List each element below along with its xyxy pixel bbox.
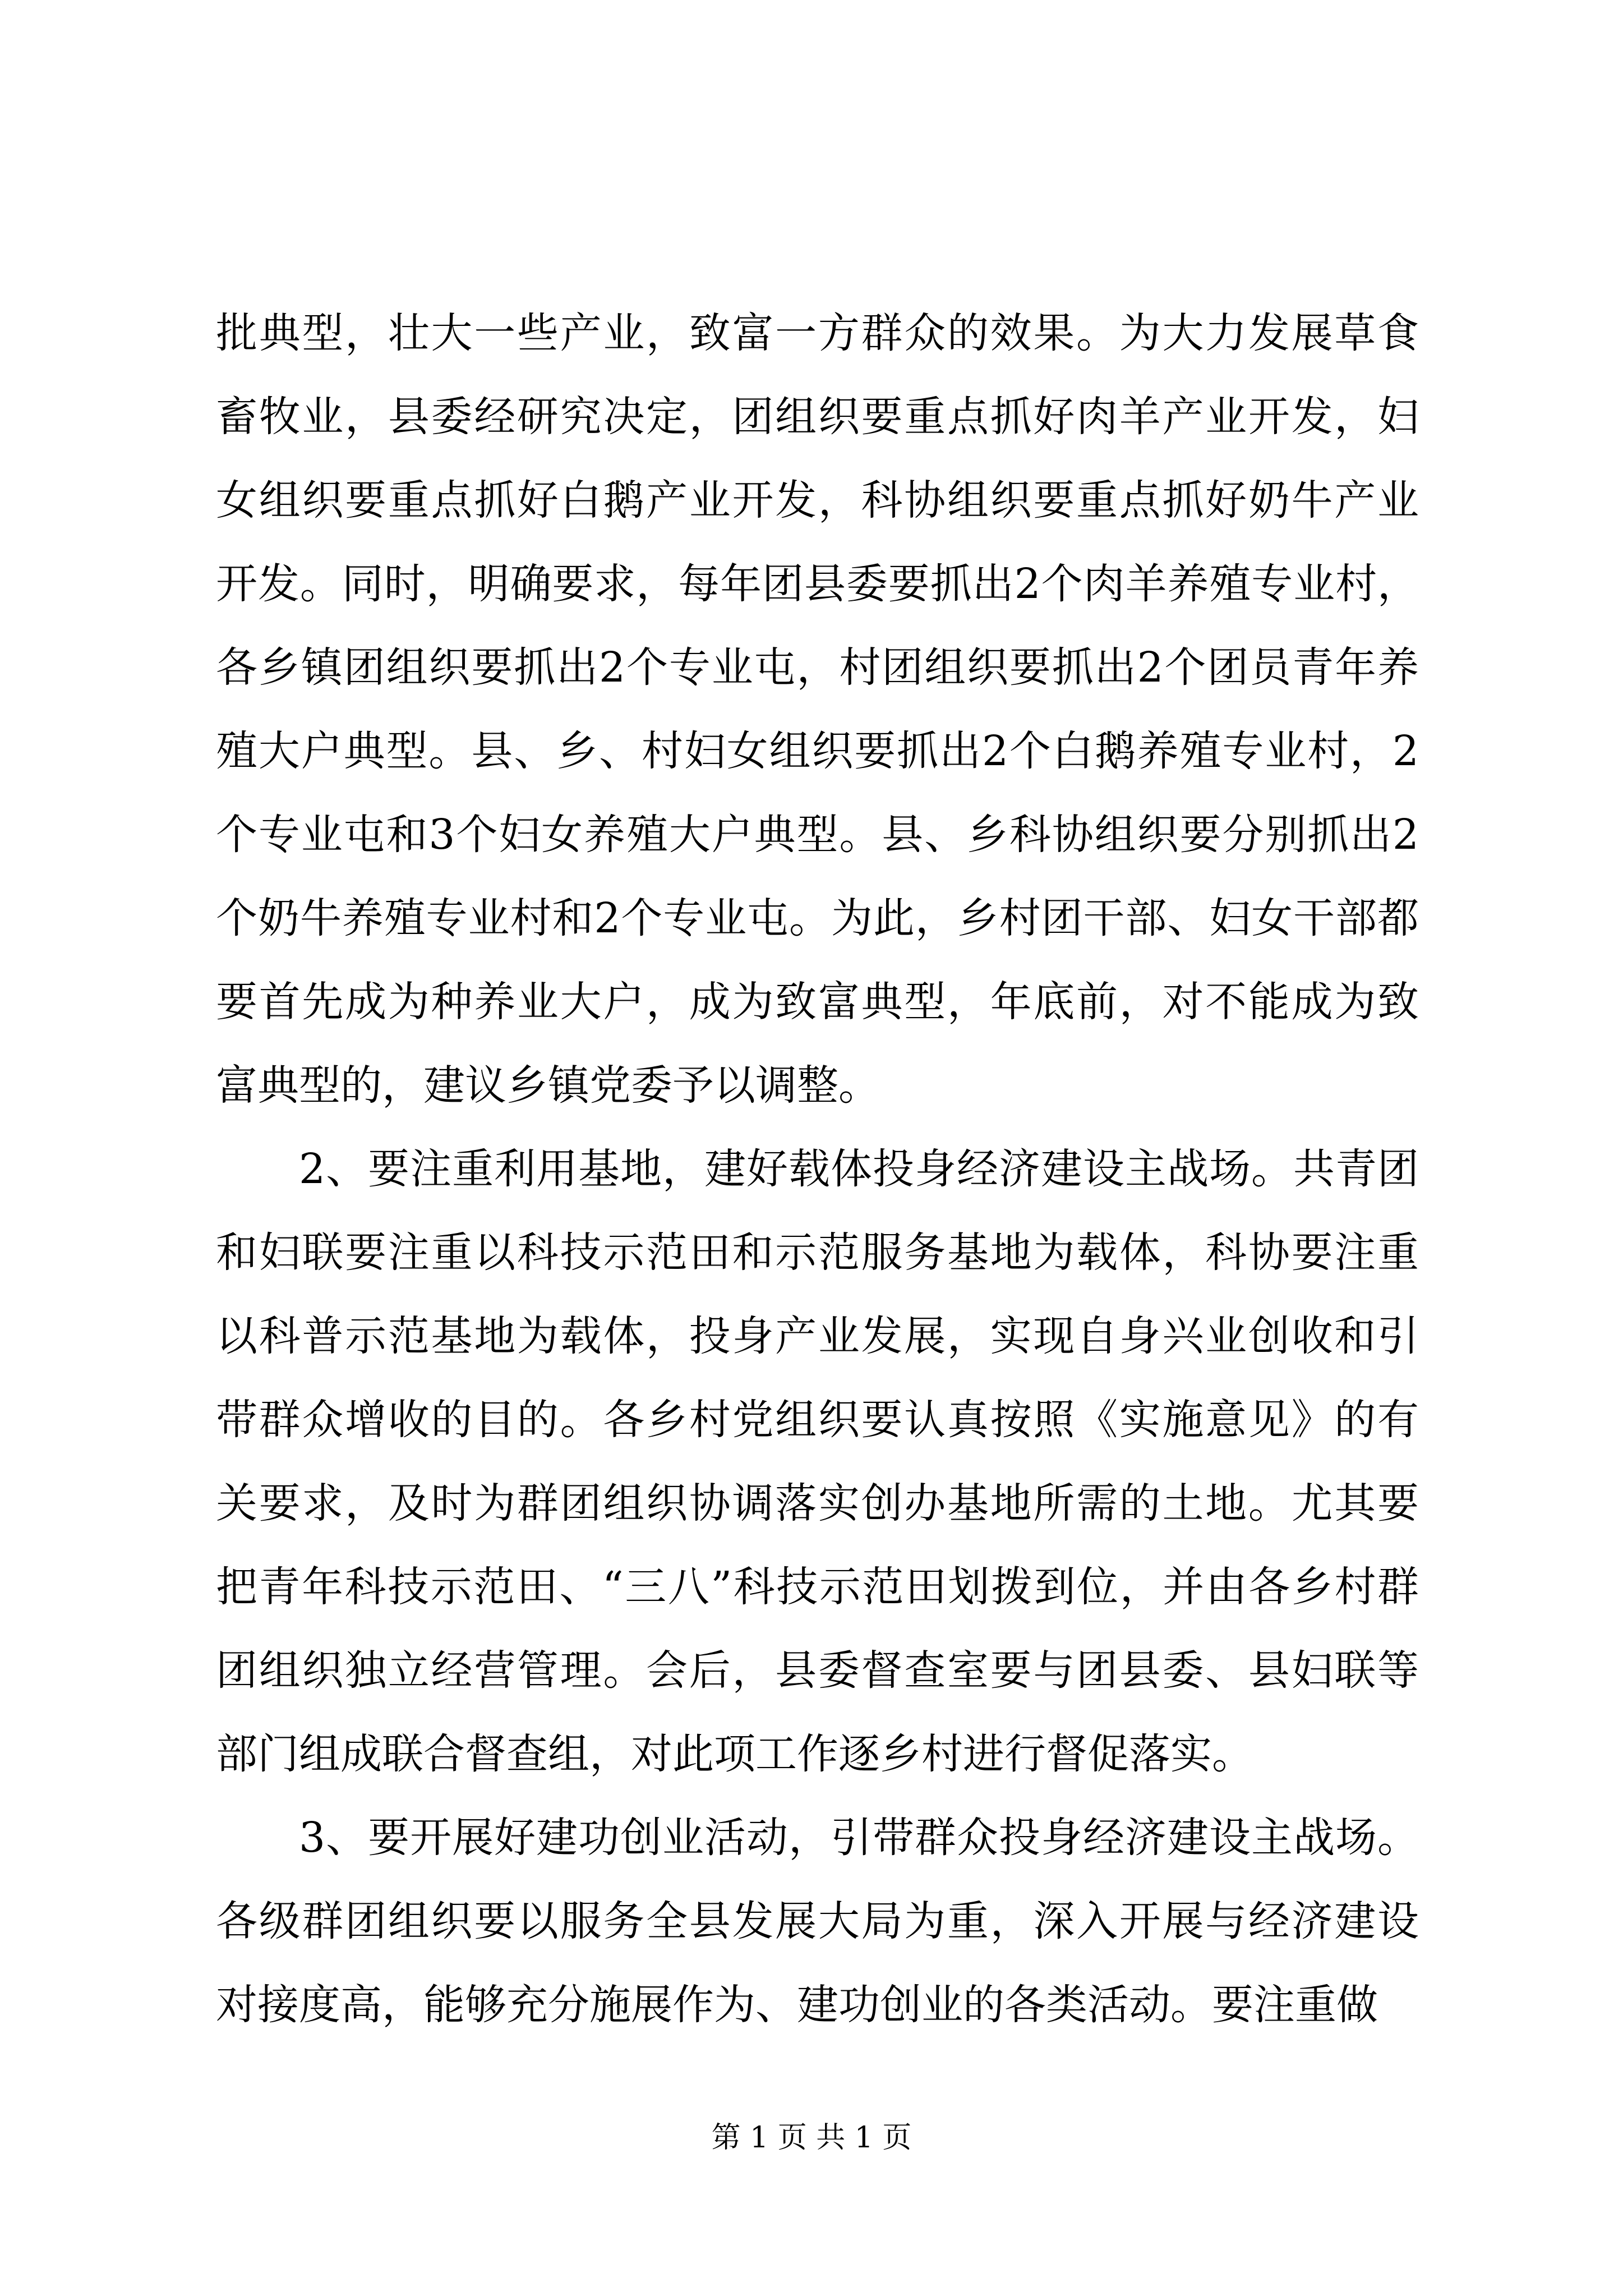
document-body [216,292,1419,2047]
paragraph-item-2: 2、要注重利用基地，建好载体投身经济建设主战场。共青团和妇联要注重以科技示范田和示范服务基地为载体，科协要注重以科普示范基地为载体，投身产业发展，实现自身兴业创收和引带群众增收的目的。各乡村党组织要认真按照《实施意见》的有关要求，及时为群团组织协调落实创办基地所需的土地。尤其要把青年科技示范田、“三八”科技示范田划拨到位，并由各乡村群团组织独立经营管理。会后，县委督查室要与团县委、县妇联等部门组成联合督查组，对此项工作逐乡村进行督促落实。 [216,1145,1419,1778]
paragraph-item-3: 3、要开展好建功创业活动，引带群众投身经济建设主战场。各级群团组织要以服务全县发展大局为重，深入开展与经济建设对接度高，能够充分施展作为、建功创业的各类活动。要注重做 [216,1814,1419,2029]
page-footer: 第 1 页 共 1 页 [711,2121,912,2155]
paragraph-continuation: 批典型，壮大一些产业，致富一方群众的效果。为大力发展草食畜牧业，县委经研究决定，团组织要重点抓好肉羊产业开发，妇女组织要重点抓好白鹅产业开发，科协组织要重点抓好奶牛产业开发。同时，明确要求，每年团县委要抓出2个肉羊养殖专业村，各乡镇团组织要抓出2个专业屯，村团组织要抓出2个团员青年养殖大户典型。县、乡、村妇女组织要抓出2个白鹅养殖专业村，2个专业屯和3个妇女养殖大户典型。县、乡科协组织要分别抓出2个奶牛养殖专业村和2个专业屯。为此，乡村团干部、妇女干部都要首先成为种养业大户，成为致富典型，年底前，对不能成为致富典型的，建议乡镇党委予以调整。 [216,309,1419,1110]
